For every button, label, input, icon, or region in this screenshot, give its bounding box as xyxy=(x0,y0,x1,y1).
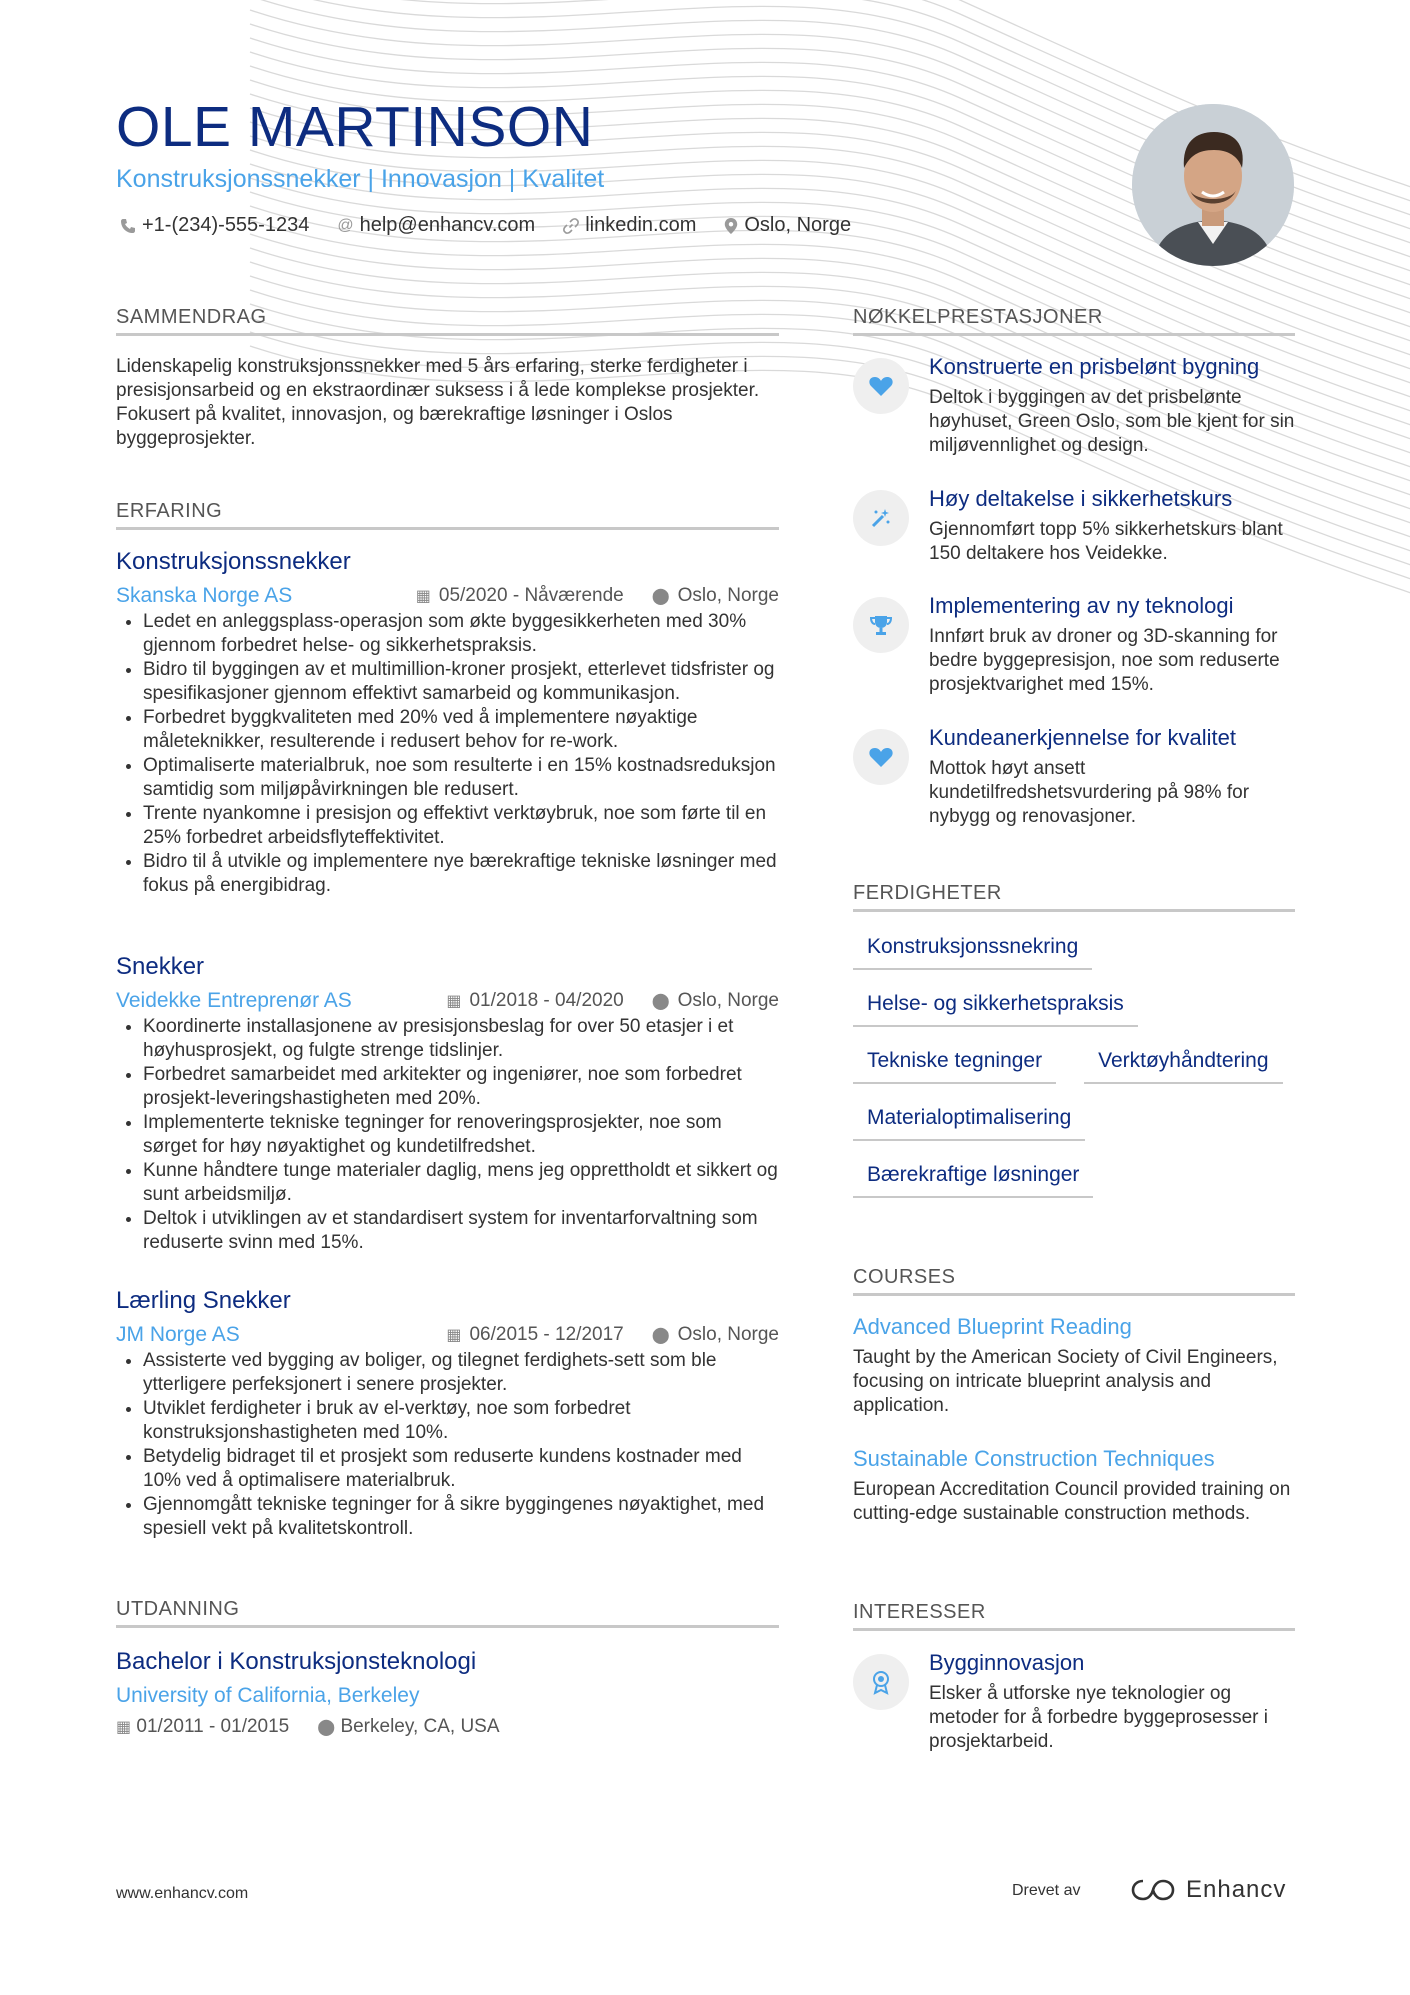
job-meta xyxy=(416,585,779,607)
contact-email[interactable] xyxy=(337,214,535,237)
education-location xyxy=(317,1716,499,1738)
job-bullet: • Deltok i utviklingen av et standardisert system for inventarforvaltning som reduserte svinn med 15%. xyxy=(143,1207,779,1255)
company-name: Skanska Norge AS xyxy=(116,584,293,607)
job-bullet: • Forbedret byggkvaliteten med 20% ved å implementere nøyaktige måleteknikker, resulterende i redusert behov for re-work. xyxy=(143,706,779,754)
job-location-text: Oslo, Norge xyxy=(677,585,779,606)
job-location xyxy=(652,585,779,607)
achievement-title: Konstruerte en prisbelønt bygning xyxy=(929,354,1260,379)
heart-icon xyxy=(853,729,909,785)
job-location-text: Oslo, Norge xyxy=(677,990,779,1011)
location-icon xyxy=(724,218,738,234)
achievement-desc: Innført bruk av droner og 3D-skanning for bedre byggepresisjon, noe som reduserte prosjektvarighet med 15%. xyxy=(929,626,1280,695)
course-item xyxy=(853,1314,1295,1418)
job-dates xyxy=(446,990,623,1012)
section-title-skills: FERDIGHETER xyxy=(853,882,1295,912)
section-title-experience: ERFARING xyxy=(116,500,779,530)
job-dates-text: 05/2020 - Nåværende xyxy=(438,585,624,606)
company-name: Veidekke Entreprenør AS xyxy=(116,989,352,1012)
job-meta-row xyxy=(116,1323,779,1347)
achievement-title: Implementering av ny teknologi xyxy=(929,593,1234,618)
job-dates-text: 01/2018 - 04/2020 xyxy=(469,990,624,1011)
achievement-desc: Mottok høyt ansett kundetilfredshetsvurdering på 98% for nybygg og renovasjoner. xyxy=(929,758,1250,827)
job-dates-text: 06/2015 - 12/2017 xyxy=(469,1324,624,1345)
interest-title: Bygginnovasjon xyxy=(929,1650,1085,1675)
job-meta xyxy=(446,990,779,1012)
magic-wand-icon xyxy=(853,490,909,546)
contact-location xyxy=(724,214,851,237)
calendar-icon: ▦ xyxy=(446,1327,462,1344)
job-title: Snekker xyxy=(116,953,205,980)
skill-tag: Tekniske tegninger xyxy=(853,1046,1056,1084)
job-entry xyxy=(116,548,779,898)
candidate-name: OLE MARTINSON xyxy=(116,95,594,159)
footer-brand-name: Enhancv xyxy=(1186,1876,1287,1903)
profile-photo xyxy=(1132,104,1294,266)
calendar-icon: ▦ xyxy=(446,993,462,1010)
contact-linkedin-text: linkedin.com xyxy=(585,214,697,236)
skill-tag: Bærekraftige løsninger xyxy=(853,1160,1093,1198)
job-location-text: Oslo, Norge xyxy=(677,1324,779,1345)
job-dates xyxy=(446,1324,623,1346)
education-dates-text: 01/2011 - 01/2015 xyxy=(136,1716,290,1737)
calendar-icon: ▦ xyxy=(116,1719,132,1736)
interest-desc: Elsker å utforske nye teknologier og metoder for å forbedre byggeprosesser i prosjektarbeid. xyxy=(929,1683,1269,1752)
section-title-interests: INTERESSER xyxy=(853,1601,1295,1631)
job-bullet: • Assisterte ved bygging av boliger, og tilegnet ferdighets-sett som ble ytterligere perfeksjonert i senere prosjekter. xyxy=(143,1349,779,1397)
contact-phone[interactable] xyxy=(120,214,309,237)
skill-tag: Konstruksjonssnekring xyxy=(853,932,1092,970)
course-title: Advanced Blueprint Reading xyxy=(853,1314,1132,1339)
section-title-summary: SAMMENDRAG xyxy=(116,306,779,336)
contact-email-text: help@enhancv.com xyxy=(359,214,536,236)
contact-location-text: Oslo, Norge xyxy=(744,214,852,236)
job-meta-row xyxy=(116,584,779,608)
footer-brand[interactable] xyxy=(1130,1876,1286,1904)
calendar-icon: ▦ xyxy=(415,588,431,605)
candidate-tagline: Konstruksjonssnekker | Innovasjon | Kvalitet xyxy=(116,165,605,193)
job-bullet: • Kunne håndtere tunge materialer daglig, mens jeg opprettholdt et sikkert og sunt arbeidsmiljø. xyxy=(143,1159,779,1207)
company-name: JM Norge AS xyxy=(116,1323,240,1346)
job-bullet: • Ledet en anleggsplass-operasjon som økte byggesikkerheten med 30% gjennom forbedret helse- og sikkerhetspraksis. xyxy=(143,610,779,658)
heart-icon xyxy=(853,358,909,414)
job-bullets xyxy=(116,1349,779,1541)
skill-tag: Materialoptimalisering xyxy=(853,1103,1085,1141)
link-icon xyxy=(563,218,579,234)
section-title-achievements: NØKKELPRESTASJONER xyxy=(853,306,1295,336)
location-icon: ⬤ xyxy=(651,1327,670,1344)
achievement-item xyxy=(853,725,1295,829)
footer-website[interactable]: www.enhancv.com xyxy=(116,1885,249,1902)
job-meta-row xyxy=(116,989,779,1013)
job-entry xyxy=(116,953,779,1255)
skill-row xyxy=(853,1160,1295,1217)
skill-row xyxy=(853,1103,1295,1160)
job-dates xyxy=(416,585,624,607)
achievement-title: Høy deltakelse i sikkerhetskurs xyxy=(929,486,1233,511)
location-icon: ⬤ xyxy=(651,588,670,605)
education-entry xyxy=(116,1648,779,1738)
job-entry xyxy=(116,1287,779,1541)
course-item xyxy=(853,1446,1295,1526)
job-title: Lærling Snekker xyxy=(116,1287,291,1314)
job-bullets xyxy=(116,1015,779,1255)
section-title-education: UTDANNING xyxy=(116,1598,779,1628)
education-location-text: Berkeley, CA, USA xyxy=(340,1716,500,1737)
phone-icon xyxy=(120,218,136,234)
trophy-icon xyxy=(853,597,909,653)
location-icon: ⬤ xyxy=(317,1719,336,1736)
job-bullet: • Koordinerte installasjonene av presisjonsbeslag for over 50 etasjer i et høyhusprosjekt, og fulgte strenge tidslinjer. xyxy=(143,1015,779,1063)
job-location xyxy=(652,1324,779,1346)
summary-text: Lidenskapelig konstruksjonssnekker med 5 års erfaring, sterke ferdigheter i presisjonsarbeid og en ekstraordinær suksess i å lede komplekse prosjekter. Fokusert på kvalitet, innovasjon, og bærekraftige løsninger i Oslos byggeprosjekter. xyxy=(116,356,760,449)
enhancv-logo-icon xyxy=(1130,1877,1176,1903)
skills-list xyxy=(853,932,1295,1217)
skill-tag: Verktøyhåndtering xyxy=(1084,1046,1282,1084)
achievement-item xyxy=(853,486,1295,566)
achievement-desc: Gjennomført topp 5% sikkerhetskurs blant 150 deltakere hos Veidekke. xyxy=(929,519,1283,564)
skill-tag: Helse- og sikkerhetspraksis xyxy=(853,989,1138,1027)
education-dates xyxy=(116,1716,289,1738)
location-icon: ⬤ xyxy=(651,993,670,1010)
achievement-item xyxy=(853,593,1295,697)
course-desc: European Accreditation Council provided training on cutting-edge sustainable construction methods. xyxy=(853,1479,1291,1524)
skill-row xyxy=(853,1046,1295,1103)
job-bullet: • Betydelig bidraget til et prosjekt som reduserte kundens kostnader med 10% ved å optimalisere materialbruk. xyxy=(143,1445,779,1493)
achievement-item xyxy=(853,354,1295,458)
job-bullet: • Trente nyankomne i presisjon og effektivt verktøybruk, noe som førte til en 25% forbedret arbeidsflyteffektivitet. xyxy=(143,802,779,850)
at-icon: @ xyxy=(337,216,354,234)
job-bullet: • Utviklet ferdigheter i bruk av el-verktøy, noe som forbedret konstruksjonshastigheten med 10%. xyxy=(143,1397,779,1445)
contact-linkedin[interactable] xyxy=(563,214,696,237)
contact-phone-text: +1-(234)-555-1234 xyxy=(142,214,310,236)
contact-list xyxy=(120,214,851,237)
job-location xyxy=(652,990,779,1012)
interest-item xyxy=(853,1650,1295,1754)
course-title: Sustainable Construction Techniques xyxy=(853,1446,1215,1471)
achievement-title: Kundeanerkjennelse for kvalitet xyxy=(929,725,1236,750)
achievement-desc: Deltok i byggingen av det prisbelønte høyhuset, Green Oslo, som ble kjent for sin miljøvennlighet og design. xyxy=(929,387,1295,456)
footer-powered-by: Drevet av xyxy=(1012,1882,1081,1899)
school-name: University of California, Berkeley xyxy=(116,1684,420,1707)
skill-row xyxy=(853,932,1295,989)
job-bullet: • Bidro til å utvikle og implementere nye bærekraftige tekniske løsninger med fokus på energibidrag. xyxy=(143,850,779,898)
job-bullet: • Forbedret samarbeidet med arkitekter og ingeniører, noe som forbedret prosjekt-leveringshastigheten med 20%. xyxy=(143,1063,779,1111)
skill-row xyxy=(853,989,1295,1046)
job-title: Konstruksjonssnekker xyxy=(116,548,351,575)
job-bullet: • Bidro til byggingen av et multimillion-kroner prosjekt, etterlevet tidsfrister og spesifikasjoner gjennom effektivt samarbeid og kommunikasjon. xyxy=(143,658,779,706)
ribbon-award-icon xyxy=(853,1654,909,1710)
job-bullet: • Implementerte tekniske tegninger for renoveringsprosjekter, noe som sørget for høy nøyaktighet og kundetilfredshet. xyxy=(143,1111,779,1159)
job-meta xyxy=(446,1324,779,1346)
degree-title: Bachelor i Konstruksjonsteknologi xyxy=(116,1648,477,1675)
job-bullet: • Optimaliserte materialbruk, noe som resulterte i en 15% kostnadsreduksjon samtidig som miljøpåvirkningen ble redusert. xyxy=(143,754,779,802)
job-bullets xyxy=(116,610,779,898)
section-title-courses: COURSES xyxy=(853,1266,1295,1296)
education-meta xyxy=(116,1716,779,1738)
course-desc: Taught by the American Society of Civil Engineers, focusing on intricate blueprint analysis and application. xyxy=(853,1347,1278,1416)
job-bullet: • Gjennomgått tekniske tegninger for å sikre byggingenes nøyaktighet, med spesiell vekt på kvalitetskontroll. xyxy=(143,1493,779,1541)
